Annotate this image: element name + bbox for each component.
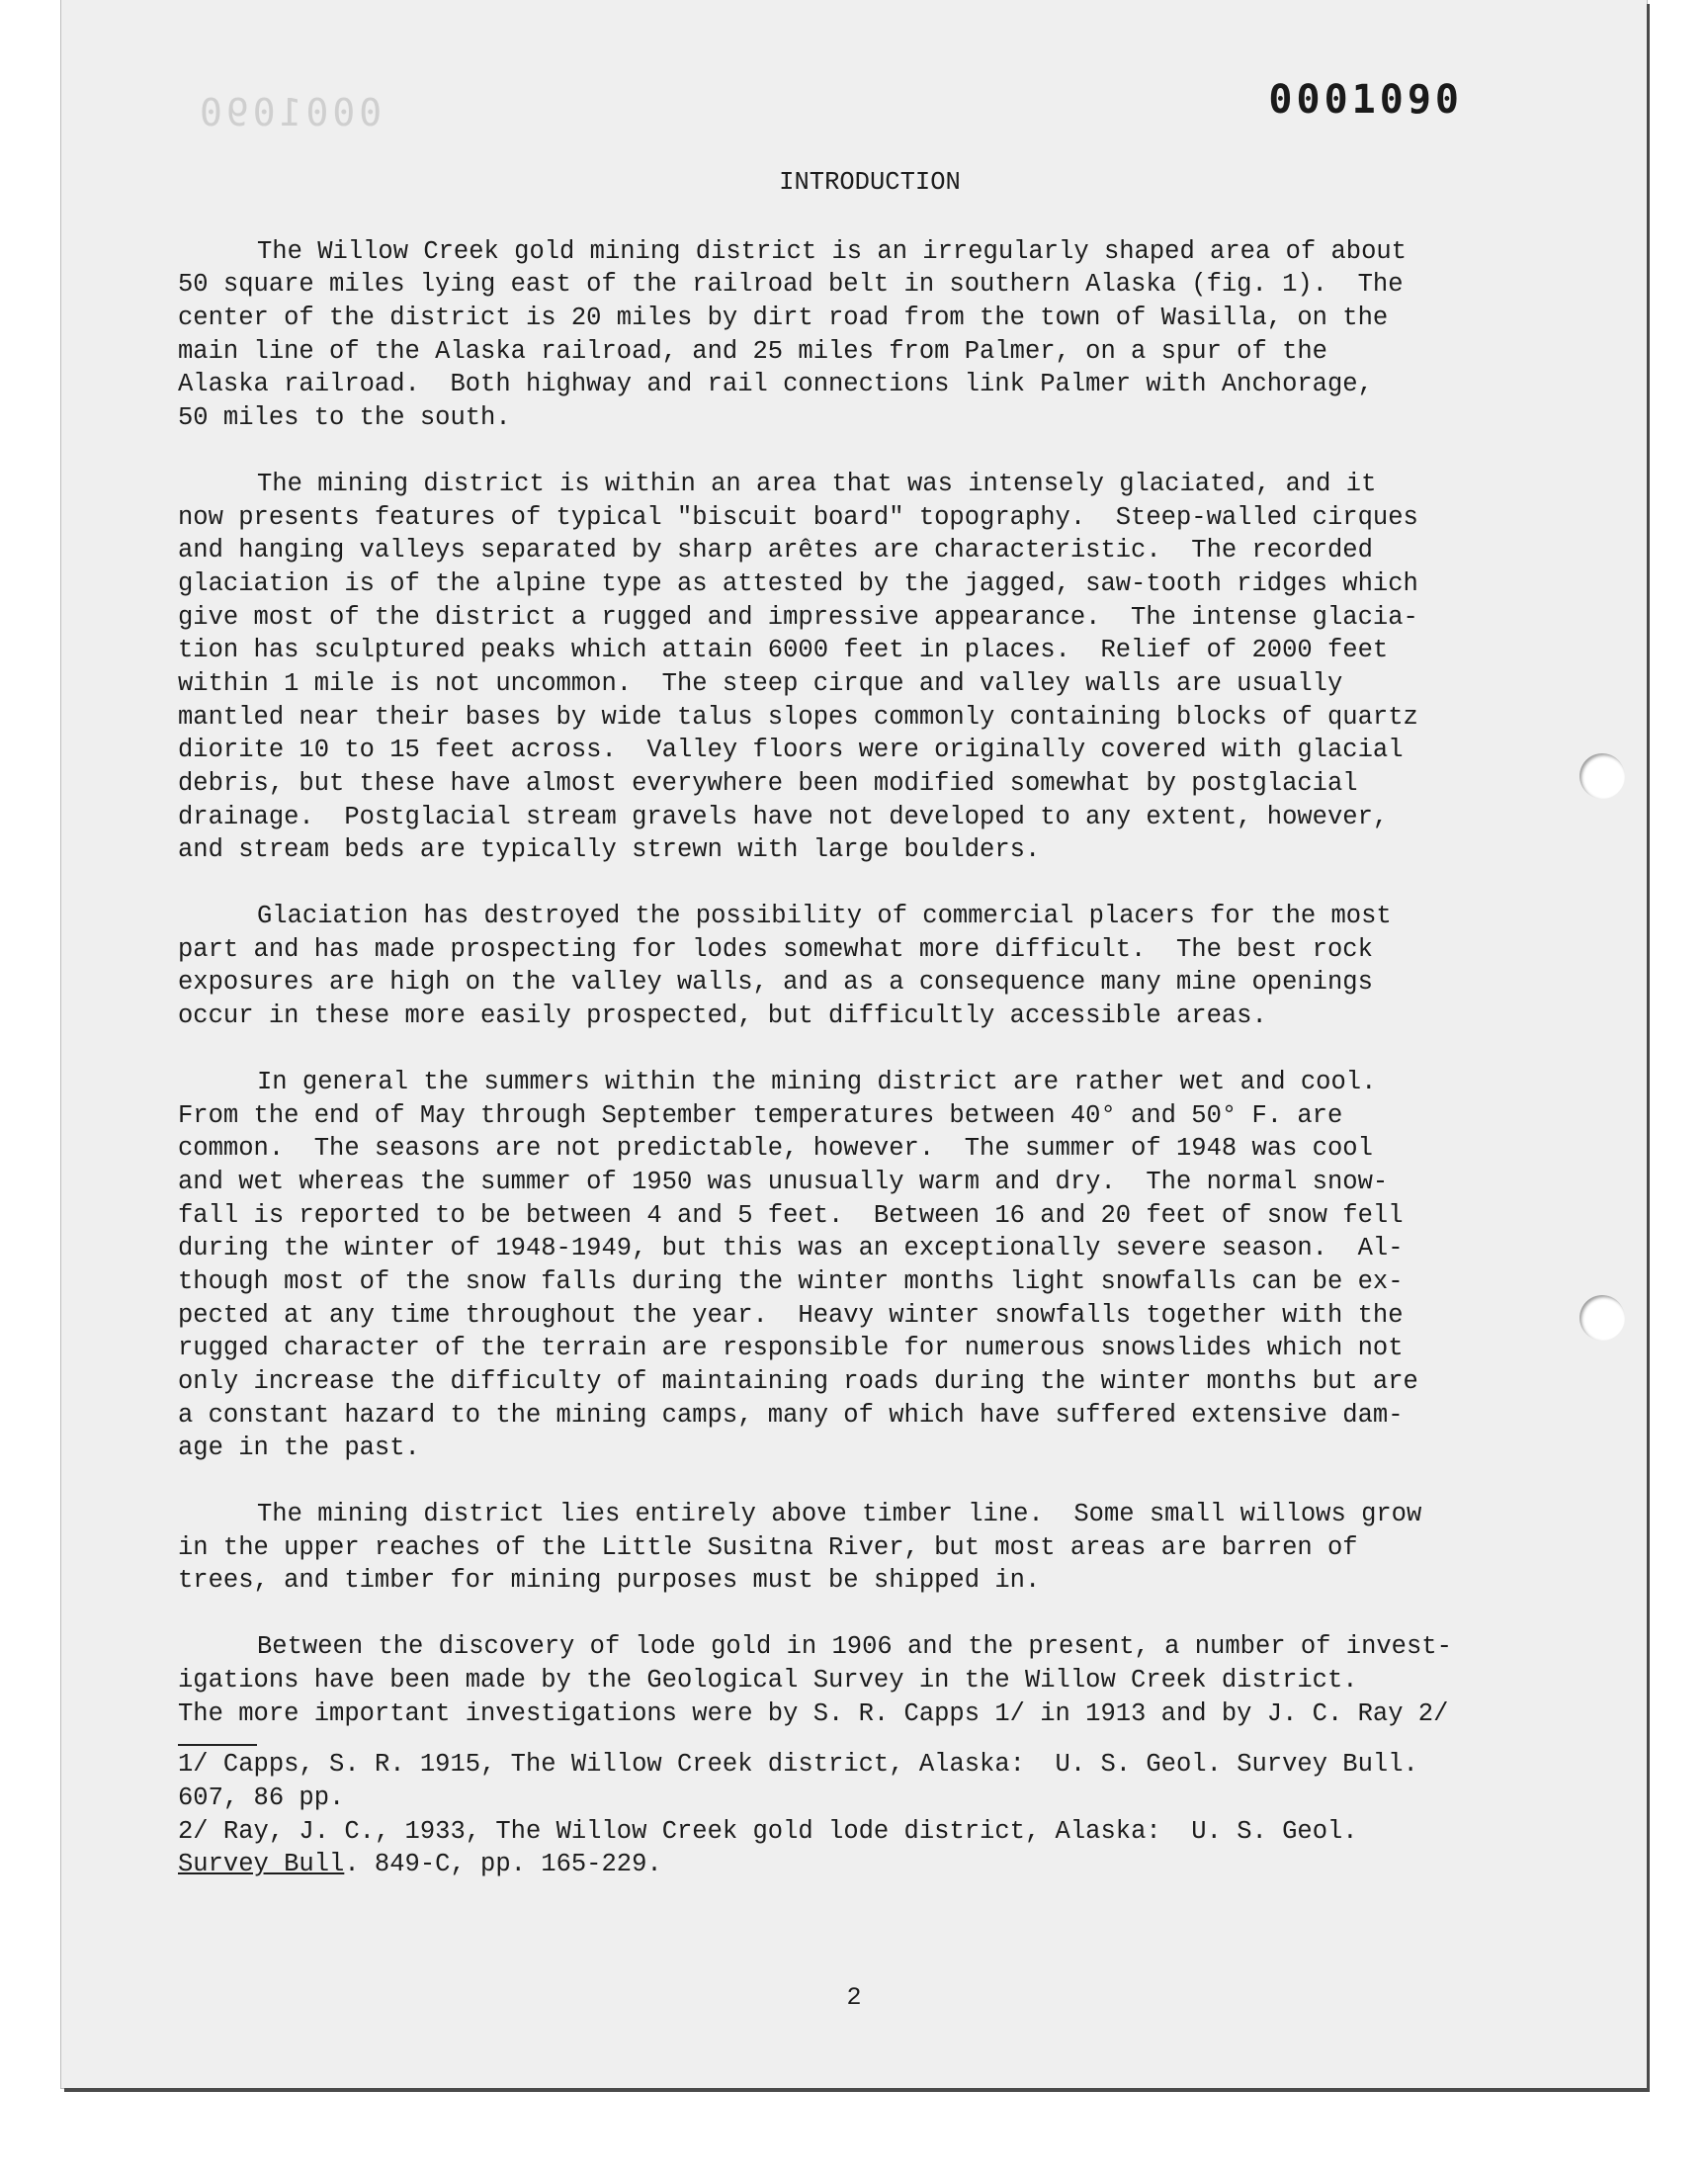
paragraph (178, 1630, 1601, 1730)
text-line: in the upper reaches of the Little Susitna River, but most areas are barren of (178, 1532, 1358, 1562)
footnote-text: Capps, S. R. 1915, The Willow Creek district, Alaska: U. S. Geol. Survey Bull. (222, 1750, 1418, 1780)
paragraph (178, 1498, 1601, 1598)
text-line: Between the discovery of lode gold in 1906 and the present, a number of invest- (257, 1632, 1452, 1662)
footnote-2 (178, 1815, 1601, 1849)
text-line: 50 miles to the south. (178, 403, 511, 433)
text-line: Glaciation has destroyed the possibility of commercial placers for the most (257, 902, 1392, 931)
bleed-through-stamp: 0001090 (196, 91, 383, 134)
text-line: In general the summers within the mining district are rather wet and cool. (257, 1067, 1377, 1096)
text-line: The more important investigations were by S. R. Capps 1/ in 1913 and by J. C. Ray 2/ (178, 1698, 1449, 1728)
footnote-2-continued (178, 1848, 1601, 1881)
footnote-marker: 1/ (178, 1750, 209, 1780)
document-stamp-number: 0001090 (1268, 77, 1463, 123)
text-line: within 1 mile is not uncommon. The steep cirque and valley walls are usually (178, 668, 1343, 698)
text-line: tion has sculptured peaks which attain 6000 feet in places. Relief of 2000 feet (178, 636, 1389, 665)
text-line: Alaska railroad. Both highway and rail connections link Palmer with Anchorage, (178, 370, 1373, 399)
text-line: give most of the district a rugged and impressive appearance. The intense glacia- (178, 602, 1418, 632)
text-line: mantled near their bases by wide talus slopes commonly containing blocks of quartz (178, 702, 1418, 732)
text-line: glaciation is of the alpine type as attested by the jagged, saw-tooth ridges which (178, 568, 1418, 598)
footnote-citation: . 849-C, pp. 165-229. (344, 1850, 662, 1879)
page-number: 2 (846, 1983, 862, 2012)
text-line: diorite 10 to 15 feet across. Valley floors were originally covered with glacial (178, 736, 1404, 765)
text-line: exposures are high on the valley walls, and as a consequence many mine openings (178, 968, 1373, 998)
text-line: only increase the difficulty of maintaining roads during the winter months but are (178, 1367, 1418, 1397)
text-line: occur in these more easily prospected, but difficultly accessible areas. (178, 1001, 1267, 1031)
paragraph (178, 235, 1601, 435)
text-line: pected at any time throughout the year. Heavy winter snowfalls together with the (178, 1300, 1404, 1330)
text-line: The mining district lies entirely above timber line. Some small willows grow (257, 1500, 1422, 1529)
footnote-series-title: Survey Bull (178, 1850, 345, 1879)
footnote-marker: 2/ (178, 1816, 209, 1846)
document-page (61, 0, 1647, 2088)
text-line: center of the district is 20 miles by dirt road from the town of Wasilla, on the (178, 304, 1389, 333)
footnotes (178, 1748, 1601, 1881)
text-line: igations have been made by the Geological Survey in the Willow Creek district. (178, 1665, 1358, 1695)
text-line: a constant hazard to the mining camps, many of which have suffered extensive dam- (178, 1400, 1404, 1430)
page-title: INTRODUCTION (779, 168, 961, 197)
text-line: The Willow Creek gold mining district is an irregularly shaped area of about (257, 236, 1407, 266)
paragraph (178, 1066, 1601, 1465)
text-line: The mining district is within an area that was intensely glaciated, and it (257, 469, 1377, 498)
text-line: main line of the Alaska railroad, and 25 miles from Palmer, on a spur of the (178, 336, 1327, 366)
text-line: From the end of May through September temperatures between 40° and 50° F. are (178, 1100, 1343, 1130)
footnote-1 (178, 1748, 1601, 1782)
text-line: common. The seasons are not predictable, however. The summer of 1948 was cool (178, 1134, 1373, 1164)
page-body (178, 166, 1601, 1881)
text-line: and wet whereas the summer of 1950 was unusually warm and dry. The normal snow- (178, 1167, 1389, 1196)
text-line: and stream beds are typically strewn with large boulders. (178, 835, 1041, 865)
text-line: rugged character of the terrain are responsible for numerous snowslides which not (178, 1334, 1404, 1363)
footnote-1-continued: 607, 86 pp. (178, 1783, 345, 1812)
text-line: debris, but these have almost everywhere been modified somewhat by postglacial (178, 769, 1358, 799)
text-line: age in the past. (178, 1434, 420, 1463)
text-line: though most of the snow falls during the winter months light snowfalls can be ex- (178, 1266, 1404, 1296)
text-line: trees, and timber for mining purposes must be shipped in. (178, 1566, 1041, 1596)
text-line: fall is reported to be between 4 and 5 feet. Between 16 and 20 feet of snow fell (178, 1200, 1404, 1230)
text-line: drainage. Postglacial stream gravels have not developed to any extent, however, (178, 802, 1389, 831)
footnote-text: Ray, J. C., 1933, The Willow Creek gold lode district, Alaska: U. S. Geol. (222, 1816, 1358, 1846)
text-line: now presents features of typical "biscuit board" topography. Steep-walled cirques (178, 502, 1418, 532)
text-line: 50 square miles lying east of the railroad belt in southern Alaska (fig. 1). The (178, 270, 1404, 300)
text-line: during the winter of 1948-1949, but this was an exceptionally severe season. Al- (178, 1234, 1404, 1263)
text-line: and hanging valleys separated by sharp arêtes are characteristic. The recorded (178, 536, 1373, 566)
text-line: part and has made prospecting for lodes somewhat more difficult. The best rock (178, 934, 1373, 964)
paragraph (178, 468, 1601, 867)
footnote-separator (178, 1744, 257, 1746)
paragraph (178, 900, 1601, 1033)
